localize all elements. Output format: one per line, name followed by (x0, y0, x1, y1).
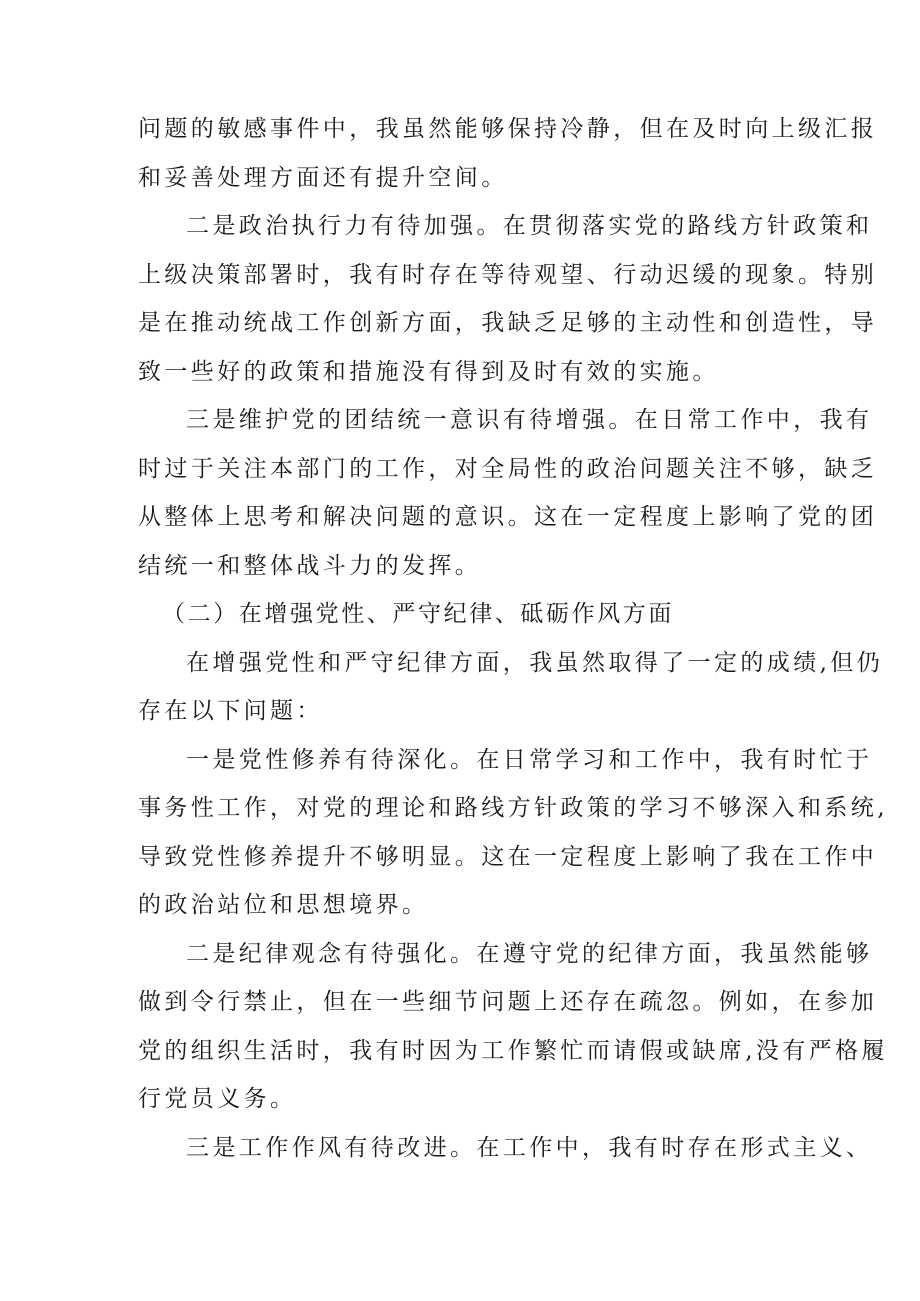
paragraph-start-line: 二是政治执行力有待加强。在贯彻落实党的路线方针政策和 (186, 213, 873, 239)
text-line: 结统一和整体战斗力的发挥。 (138, 552, 482, 579)
text-line: 事务性工作，对党的理论和路线方针政策的学习不够深入和系统, (138, 795, 888, 821)
section-heading: （二）在增强党性、严守纪律、砥砺作风方面 (162, 601, 674, 627)
text-line: 问题的敏感事件中，我虽然能够保持冷静，但在及时向上级汇报 (138, 116, 878, 142)
text-line: 致一些好的政策和措施没有得到及时有效的实施。 (138, 358, 719, 385)
text-line: 和妥善处理方面还有提升空间。 (138, 164, 508, 191)
paragraph-start-line: 在增强党性和严守纪律方面，我虽然取得了一定的成绩,但仍 (186, 649, 884, 676)
paragraph-start-line: 一是党性修养有待深化。在日常学习和工作中，我有时忙于 (186, 746, 873, 773)
paragraph-start-line: 三是工作作风有待改进。在工作中，我有时存在形式主义、 (186, 1134, 873, 1161)
text-line: 上级决策部署时，我有时存在等待观望、行动迟缓的现象。特别 (138, 261, 878, 288)
text-line: 导致党性修养提升不够明显。这在一定程度上影响了我在工作中 (138, 843, 878, 870)
text-line: 做到令行禁止，但在一些细节问题上还存在疏忽。例如，在参加 (138, 989, 878, 1015)
paragraph-start-line: 三是维护党的团结统一意识有待增强。在日常工作中，我有 (186, 407, 873, 433)
text-line: 的政治站位和思想境界。 (138, 892, 429, 918)
text-line: 从整体上思考和解决问题的意识。这在一定程度上影响了党的团 (138, 504, 878, 530)
text-line: 行党员义务。 (138, 1086, 297, 1112)
text-line: 是在推动统战工作创新方面，我缺乏足够的主动性和创造性，导 (138, 310, 878, 336)
text-line: 时过于关注本部门的工作，对全局性的政治问题关注不够，缺乏 (138, 455, 878, 482)
text-line: 党的组织生活时，我有时因为工作繁忙而请假或缺席,没有严格履 (138, 1037, 888, 1064)
document-body (138, 105, 888, 1172)
paragraph-start-line: 二是纪律观念有待强化。在遵守党的纪律方面，我虽然能够 (186, 940, 873, 967)
text-line: 存在以下问题： (138, 698, 323, 724)
